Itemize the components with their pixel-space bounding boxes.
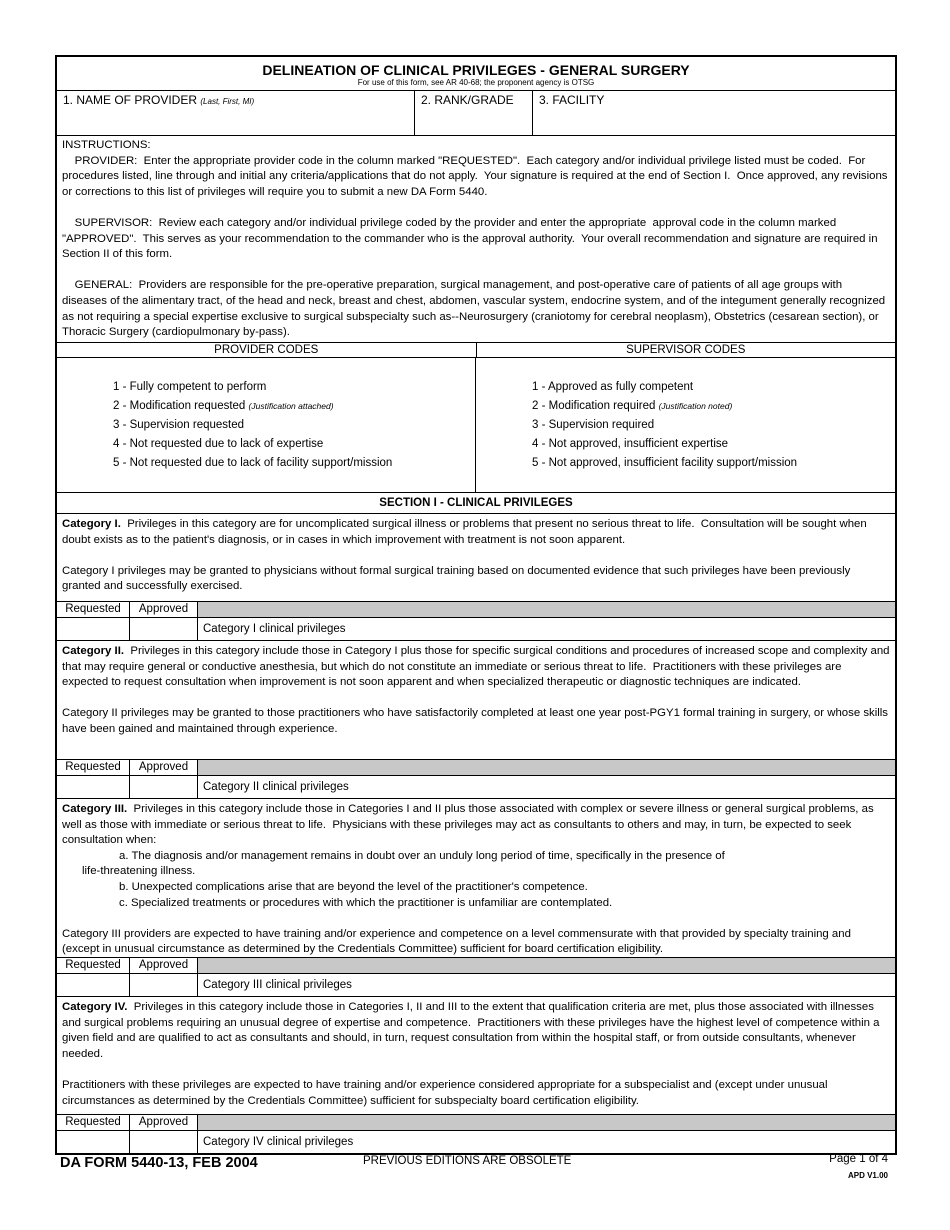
name-of-provider-field[interactable] xyxy=(57,91,415,135)
supervisor-code-1: 1 - Approved as fully competent xyxy=(532,381,694,393)
version-label: APD V1.00 xyxy=(847,1171,888,1180)
category-2-privilege-label: Category II clinical privileges xyxy=(203,781,349,793)
category-2-text: Privileges in this category include those in Category I plus those for specific surgical conditions and procedures of increased scope and complexity and that may require general or conductive anesthesia, but which do not constitute an immediate or serious threat to life. Practitioners with these privileges are expected to request consultation when improvement is not soon apparent and when specialized therapeutic or diagnostic techniques are indicated. xyxy=(62,645,893,689)
category-2-requested-cell[interactable] xyxy=(57,776,130,798)
approved-header: Approved xyxy=(130,760,198,775)
page-number: Page 1 of 4 xyxy=(829,1153,888,1165)
provider-header xyxy=(57,91,895,136)
category-3-approved-cell[interactable] xyxy=(130,974,198,996)
facility-field[interactable] xyxy=(533,91,895,135)
form-footer xyxy=(60,1153,890,1193)
codes-header xyxy=(57,343,895,358)
form-title: DELINEATION OF CLINICAL PRIVILEGES - GENERAL SURGERY xyxy=(262,62,690,78)
supervisor-code-3: 3 - Supervision required xyxy=(532,419,655,431)
requested-header: Requested xyxy=(57,958,130,973)
category-2-description xyxy=(57,641,895,760)
supervisor-codes-list xyxy=(476,358,895,492)
supervisor-code-5: 5 - Not approved, insufficient facility support/mission xyxy=(532,457,798,469)
category-1-privilege-label: Category I clinical privileges xyxy=(203,623,346,635)
category-3-name: Category III. xyxy=(62,803,128,815)
editions-note: PREVIOUS EDITIONS ARE OBSOLETE xyxy=(363,1155,572,1167)
category-1-text2: Category I privileges may be granted to physicians without formal surgical training based on documented evidence that such privileges have been previously granted and successfully exercised. xyxy=(62,564,851,593)
category-4-requested-cell[interactable] xyxy=(57,1131,130,1153)
provider-code-1: 1 - Fully competent to perform xyxy=(113,381,267,393)
category-1-requested-cell[interactable] xyxy=(57,618,130,640)
category-2-text2: Category II privileges may be granted to those practitioners who have satisfactorily completed at least one year post-PGY1 formal training in surgery, or whose skills have been gained and maintained through experience. xyxy=(62,707,888,735)
category-1-text: Privileges in this category are for uncomplicated surgical illness or problems that present no serious threat to life. Consultation will be sought when doubt exists as to the patient's diagnosis, or in cases in which improvement with treatment is not soon apparent. xyxy=(62,518,870,546)
category-1-description xyxy=(57,514,895,602)
approved-header: Approved xyxy=(130,958,198,973)
requested-header: Requested xyxy=(57,602,130,617)
category-1-column-header xyxy=(57,602,895,618)
category-4-privilege-row xyxy=(57,1131,895,1155)
category-2-column-header xyxy=(57,760,895,776)
category-1-name: Category I. xyxy=(62,518,121,530)
name-hint: (Last, First, MI) xyxy=(200,97,255,106)
provider-code-5: 5 - Not requested due to lack of facility support/mission xyxy=(113,457,393,469)
codes-table xyxy=(57,358,895,493)
category-4-name: Category IV. xyxy=(62,1001,128,1013)
form-title-block xyxy=(57,57,895,91)
supervisor-code-2-note: (Justification noted) xyxy=(658,401,733,411)
category-2-name: Category II. xyxy=(62,645,125,657)
category-3-requested-cell[interactable] xyxy=(57,974,130,996)
form-id: DA FORM 5440-13, FEB 2004 xyxy=(60,1155,258,1171)
category-3-text2: Category III providers are expected to have training and/or experience and competence on a level commensurate with that provided by specialty training and (except in unusual circumstance as determined by the Credentials Committee) sufficient for board certification eligibility. xyxy=(62,927,851,956)
provider-code-2: 2 - Modification requested (Justification attached) xyxy=(113,400,334,412)
supervisor-code-4: 4 - Not approved, insufficient expertise xyxy=(532,438,729,450)
rank-grade-field[interactable] xyxy=(415,91,533,135)
provider-code-2-note: (Justification attached) xyxy=(248,401,334,411)
section-1-title: SECTION I - CLINICAL PRIVILEGES xyxy=(57,493,895,514)
category-4-approved-cell[interactable] xyxy=(130,1131,198,1153)
name-label: 1. NAME OF PROVIDER xyxy=(63,93,198,107)
supervisor-codes-heading: SUPERVISOR CODES xyxy=(626,344,746,356)
instructions-provider: PROVIDER: Enter the appropriate provider code in the column marked "REQUESTED". Each category and/or individual privilege listed must be coded. For procedures listed, line through and initial any criteria/applications that do not apply. Your signature is required at the end of Section I. Once approved, any revisions or corrections to this list of privileges will require you to submit a new DA Form 5440. xyxy=(62,154,891,198)
category-4-text: Privileges in this category include those in Categories I, II and III to the extent that qualification criteria are met, plus those associated with illnesses and surgical problems requiring an unusual degree of expertise and competence. Practitioners with these privileges have the highest level of competence within a given field and are qualified to act as consultants and should, in turn, request consultation from within the hospital staff, or from outside consultants, whenever needed. xyxy=(62,1001,883,1060)
category-3-text: Privileges in this category include those in Categories I and II plus those associated with complex or severe illness or general surgical problems, as well as those with immediate or serious threat to life. Physicians with these privileges may act as consultants to others and may, in turn, be expected to seek consultation when: xyxy=(62,803,877,847)
category-3-description xyxy=(57,799,895,958)
category-4-description xyxy=(57,997,895,1115)
supervisor-code-2: 2 - Modification required (Justification noted) xyxy=(532,400,733,412)
category-1-approved-cell[interactable] xyxy=(130,618,198,640)
category-3-item-b: b. Unexpected complications arise that are beyond the level of the practitioner's competence. xyxy=(119,880,588,893)
category-3-privilege-row xyxy=(57,974,895,997)
category-3-item-a-cont: life-threatening illness. xyxy=(82,865,196,878)
provider-codes-heading: PROVIDER CODES xyxy=(57,343,477,357)
category-3-item-c: c. Specialized treatments or procedures with which the practitioner is unfamiliar are contemplated. xyxy=(119,896,613,909)
instructions xyxy=(57,136,895,343)
facility-label: 3. FACILITY xyxy=(539,93,605,107)
provider-code-4: 4 - Not requested due to lack of expertise xyxy=(113,438,324,450)
category-4-column-header xyxy=(57,1115,895,1131)
instructions-general: GENERAL: Providers are responsible for the pre-operative preparation, surgical management, and post-operative care of patients of all age groups with diseases of the alimentary tract, of the head and neck, breast and chest, abdomen, vascular system, endocrine system, and of the integument generally recognized as not requiring a special expertise exclusive to surgical subspecialty such as--Neurosurgery (craniotomy for cerebral neoplasm), Obstetrics (cesarean section), or Thoracic Surgery (cardiopulmonary by-pass). xyxy=(62,279,889,339)
approved-header: Approved xyxy=(130,1115,198,1130)
approved-header: Approved xyxy=(130,602,198,617)
form-subtitle: For use of this form, see AR 40-68; the proponent agency is OTSG xyxy=(357,78,595,87)
category-3-column-header xyxy=(57,958,895,974)
category-2-approved-cell[interactable] xyxy=(130,776,198,798)
requested-header: Requested xyxy=(57,760,130,775)
provider-code-3: 3 - Supervision requested xyxy=(113,419,245,431)
category-1-privilege-row xyxy=(57,618,895,641)
category-3-item-a: a. The diagnosis and/or management remains in doubt over an unduly long period of time, specifically in the presence of xyxy=(119,849,725,862)
category-3-privilege-label: Category III clinical privileges xyxy=(203,979,352,991)
requested-header: Requested xyxy=(57,1115,130,1130)
category-4-text2: Practitioners with these privileges are expected to have training and/or experience considered appropriate for a subspecialist and (except under unusual circumstances as determined by the Credentials Committee) sufficient for subspecialty board certification eligibility. xyxy=(62,1078,828,1107)
provider-codes-list xyxy=(57,358,476,492)
instructions-heading: INSTRUCTIONS: xyxy=(62,139,151,151)
privileges-form xyxy=(55,55,897,1155)
instructions-supervisor: SUPERVISOR: Review each category and/or individual privilege coded by the provider and enter the appropriate approval code in the column marked "APPROVED". This serves as your recommendation to the commander who is the approval authority. Your overall recommendation and signature are required in Section II of this form. xyxy=(62,216,881,261)
rank-label: 2. RANK/GRADE xyxy=(421,93,514,107)
category-2-privilege-row xyxy=(57,776,895,799)
category-4-privilege-label: Category IV clinical privileges xyxy=(203,1136,354,1148)
